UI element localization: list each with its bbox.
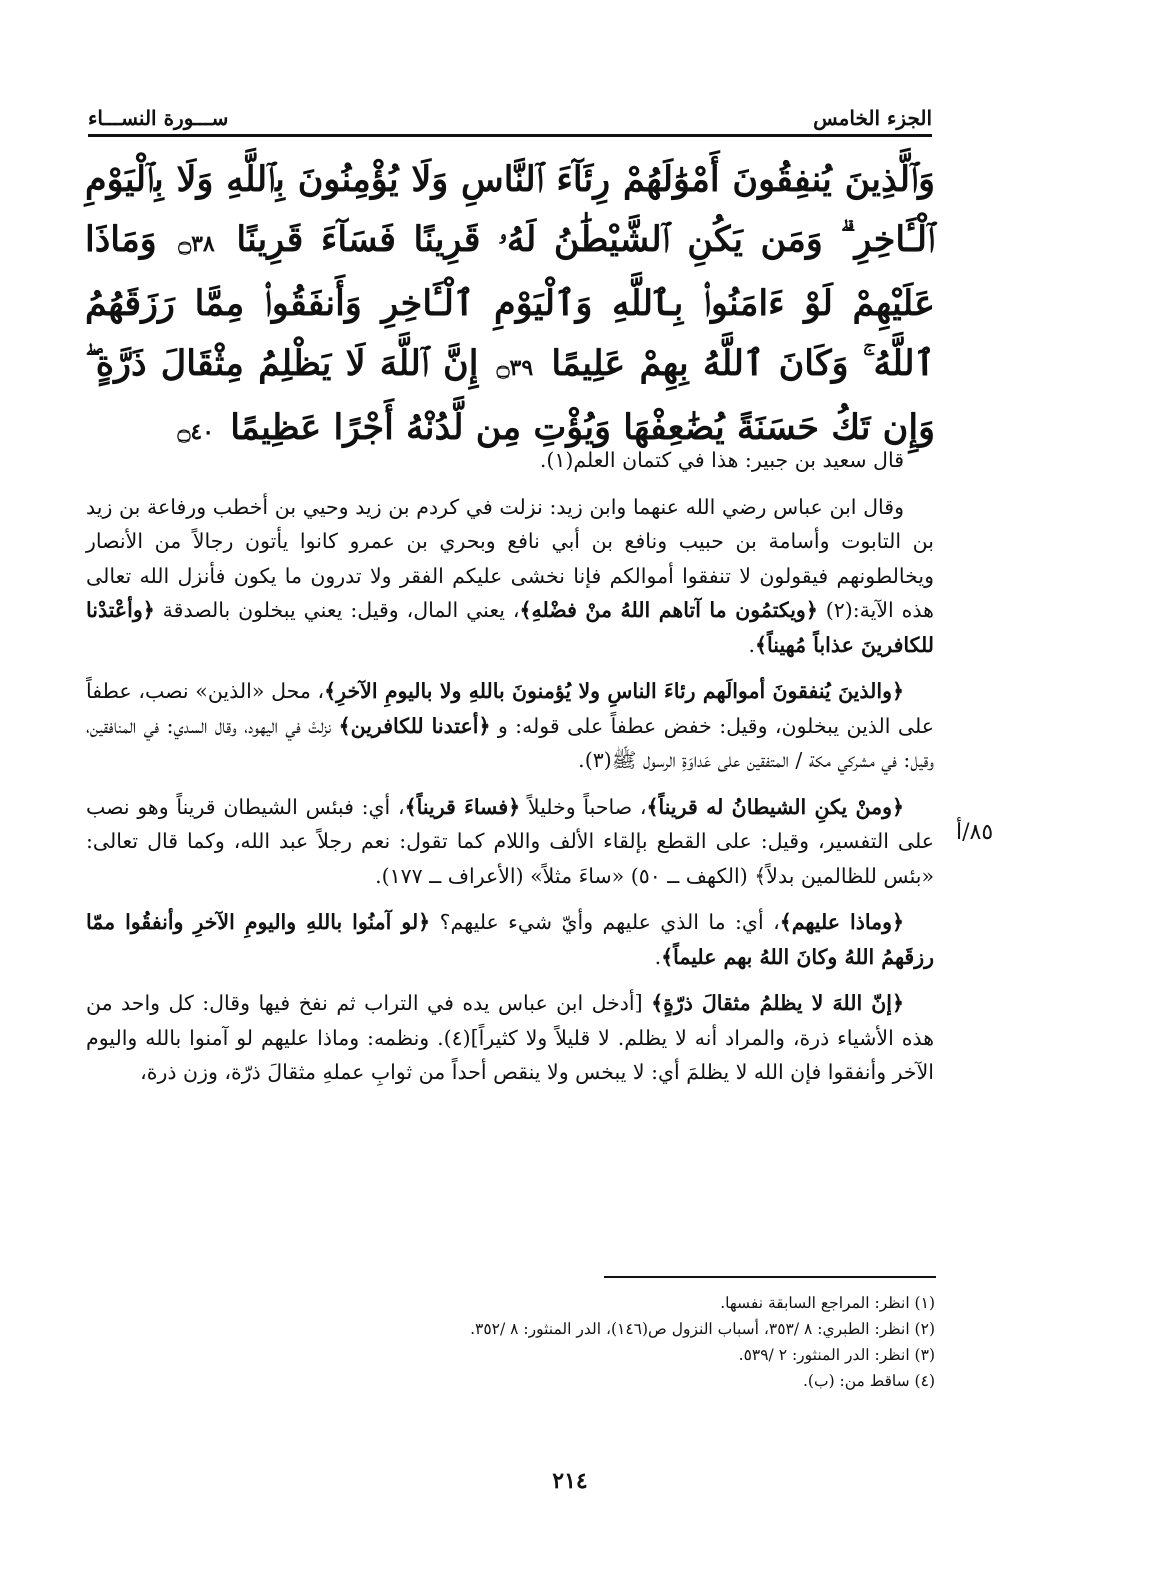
verse-marker-38: ۝٣٨ <box>178 231 215 257</box>
footnotes <box>380 1290 935 1394</box>
quran-quote: ﴿والذينَ يُنفقونَ أموالَهم رئاءَ الناسِ ولا يُؤمنونَ باللهِ ولا باليومِ الآخرِ﴾ <box>324 679 905 703</box>
manuscript-folio-note: ٨٥/أ <box>956 820 994 845</box>
quran-quote: ﴿ومنْ يكنِ الشيطانُ له قريناً﴾ <box>646 794 904 819</box>
footnote-2: (٢) انظر: الطبري: ٨ /٣٥٣، أسباب النزول ص(١٤٦)، الدر المنثور: ٨ /٣٥٢. <box>470 1320 935 1338</box>
footnote-rule <box>604 1276 936 1278</box>
running-header <box>88 94 932 130</box>
paragraph-5: ﴿وماذا عليهم﴾، أي: ما الذي عليهم وأيّ شيء عليهم؟ ﴿لو آمنُوا باللهِ واليومِ الآخرِ وأنفقُوا ممّا رزقَهمُ اللهُ وكانَ اللهُ بهم عليماً﴾. <box>86 910 934 969</box>
header-rule <box>88 134 932 137</box>
quran-quote: ﴿وماذا عليهم﴾ <box>779 910 904 934</box>
quran-quote: ﴿وأعْتدْنا للكافرينَ عذاباً مُهيناً﴾ <box>86 598 934 657</box>
page-number: ٢١٤ <box>552 1468 588 1494</box>
paragraph-6: ﴿إنّ اللهَ لا يظلمُ مثقالَ ذرّةٍ﴾ [أدخل ابن عباس يده في التراب ثم نفخ فيها وقال: كل واحد من هذه الأشياء ذرة، والمراد أنه لا يظلم. لا قليلاً ولا كثيراً](٤). ونظمه: وماذا عليهم لو آمنوا بالله واليوم الآخر وأنفقوا فإن الله لا يظلمَ أي: لا يبخس ولا ينقص أحداً من ثوابِ عملهِ مثقالَ ذرّة، وزن ذرة، <box>86 991 935 1084</box>
header-part-label: الجزء الخامس <box>813 106 932 130</box>
verse-40-text: إِنَّ ٱللَّهَ لَا يَظْلِمُ مِثْقَالَ ذَرَّةٍ ۖ وَإِن تَكُ حَسَنَةً يُضَٰعِفْهَا وَيُؤْتِ مِن لَّدُنْهُ أَجْرًا عَظِيمًا <box>85 343 935 448</box>
footnote-4: (٤) ساقط من: (ب). <box>803 1372 935 1390</box>
quran-quote: ﴿أعتدنا للكافرين﴾ <box>338 713 491 738</box>
verse-38-text: وَٱلَّذِينَ يُنفِقُونَ أَمْوَٰلَهُمْ رِئَآءَ ٱلنَّاسِ وَلَا يُؤْمِنُونَ بِٱللَّهِ وَلَا بِٱلْيَوْمِ ٱلْـَٔاخِرِ ۗ وَمَن يَكُنِ ٱلشَّيْطَٰنُ لَهُۥ قَرِينًا فَسَآءَ قَرِينًا <box>85 159 936 260</box>
paragraph-4: ﴿ومنْ يكنِ الشيطانُ له قريناً﴾، صاحباً وخليلاً ﴿فساءَ قريناً﴾، أي: فبئس الشيطان قريناً وهو نصب على التفسير، وقيل: على القطع بإلقاء الألف واللام كما تقول: نعم رجلاً عبد الله، وكما قال تعالى: «بئس للظالمين بدلاً﴾ (الكهف ــ ٥٠) «ساءَ مثلاً» (الأعراف ــ ١٧٧). <box>86 794 934 888</box>
verse-marker-40: ۝٤٠ <box>177 419 215 445</box>
verse-marker-39: ۝٣٩ <box>496 355 534 381</box>
footnote-3: (٣) انظر: الدر المنثور: ٢ /٥٣٩. <box>738 1346 935 1364</box>
paragraph-2: وقال ابن عباس رضي الله عنهما وابن زيد: نزلت في كردم بن زيد وحيي بن أخطب ورفاعة بن زيد بن التابوت وأسامة بن حبيب ونافع بن أبي نافع وبحري بن عمرو كانوا يأتون رجالاً من الأنصار ويخالطونهم فيقولون لا تنفقوا أموالكم فإنا نخشى عليكم الفقر ولا تدرون ما يكون فأنزل الله تعالى هذه الآية:(٢) ﴿ويكتمُون ما آتاهم اللهُ منْ فضْلهِ﴾، يعني المال، وقيل: يعني يبخلون بالصدقة ﴿وأعْتدْنا للكافرينَ عذاباً مُهيناً﴾. <box>86 494 934 657</box>
quran-quote: ﴿إنّ اللهَ لا يظلمُ مثقالَ ذرّةٍ﴾ <box>651 991 904 1015</box>
verse-39-text: وَمَاذَا عَلَيْهِمْ لَوْ ءَامَنُوا۟ بِٱللَّهِ وَٱلْيَوْمِ ٱلْـَٔاخِرِ وَأَنفَقُوا۟ مِمَّا رَزَقَهُمُ ٱللَّهُ ۚ وَكَانَ ٱللَّهُ بِهِمْ عَلِيمًا <box>85 219 935 384</box>
paragraph-1: قال سعيد بن جبير: هذا في كتمان العلم(١). <box>539 448 904 472</box>
header-surah-label: ســـورة النســـاء <box>88 106 229 130</box>
quran-quote: ﴿ويكتمُون ما آتاهم اللهُ منْ فضْلهِ﴾ <box>519 598 818 622</box>
quran-quote: ﴿لو آمنُوا باللهِ واليومِ الآخرِ وأنفقُوا ممّا رزقَهمُ اللهُ وكانَ اللهُ بهم عليماً﴾ <box>86 910 934 969</box>
commentary-body <box>86 443 934 1102</box>
quran-verses-block <box>85 150 935 462</box>
quran-quote: ﴿فساءَ قريناً﴾ <box>404 794 521 819</box>
footnote-1: (١) انظر: المراجع السابقة نفسها. <box>720 1294 935 1312</box>
paragraph-3: ﴿والذينَ يُنفقونَ أموالَهم رئاءَ الناسِ ولا يُؤمنونَ باللهِ ولا باليومِ الآخرِ﴾، محل «الذين» نصب، عطفاً على الذين يبخلون، وقيل: خفض عطفاً على قوله: و ﴿أعتدنا للكافرين﴾ نزلتْ في اليهود، وقال السدي: في المنافقين، وقيل: في مشركي مكة / المتفقين على عَداوَةِ الرسول ﷺ(٣). <box>86 679 934 772</box>
